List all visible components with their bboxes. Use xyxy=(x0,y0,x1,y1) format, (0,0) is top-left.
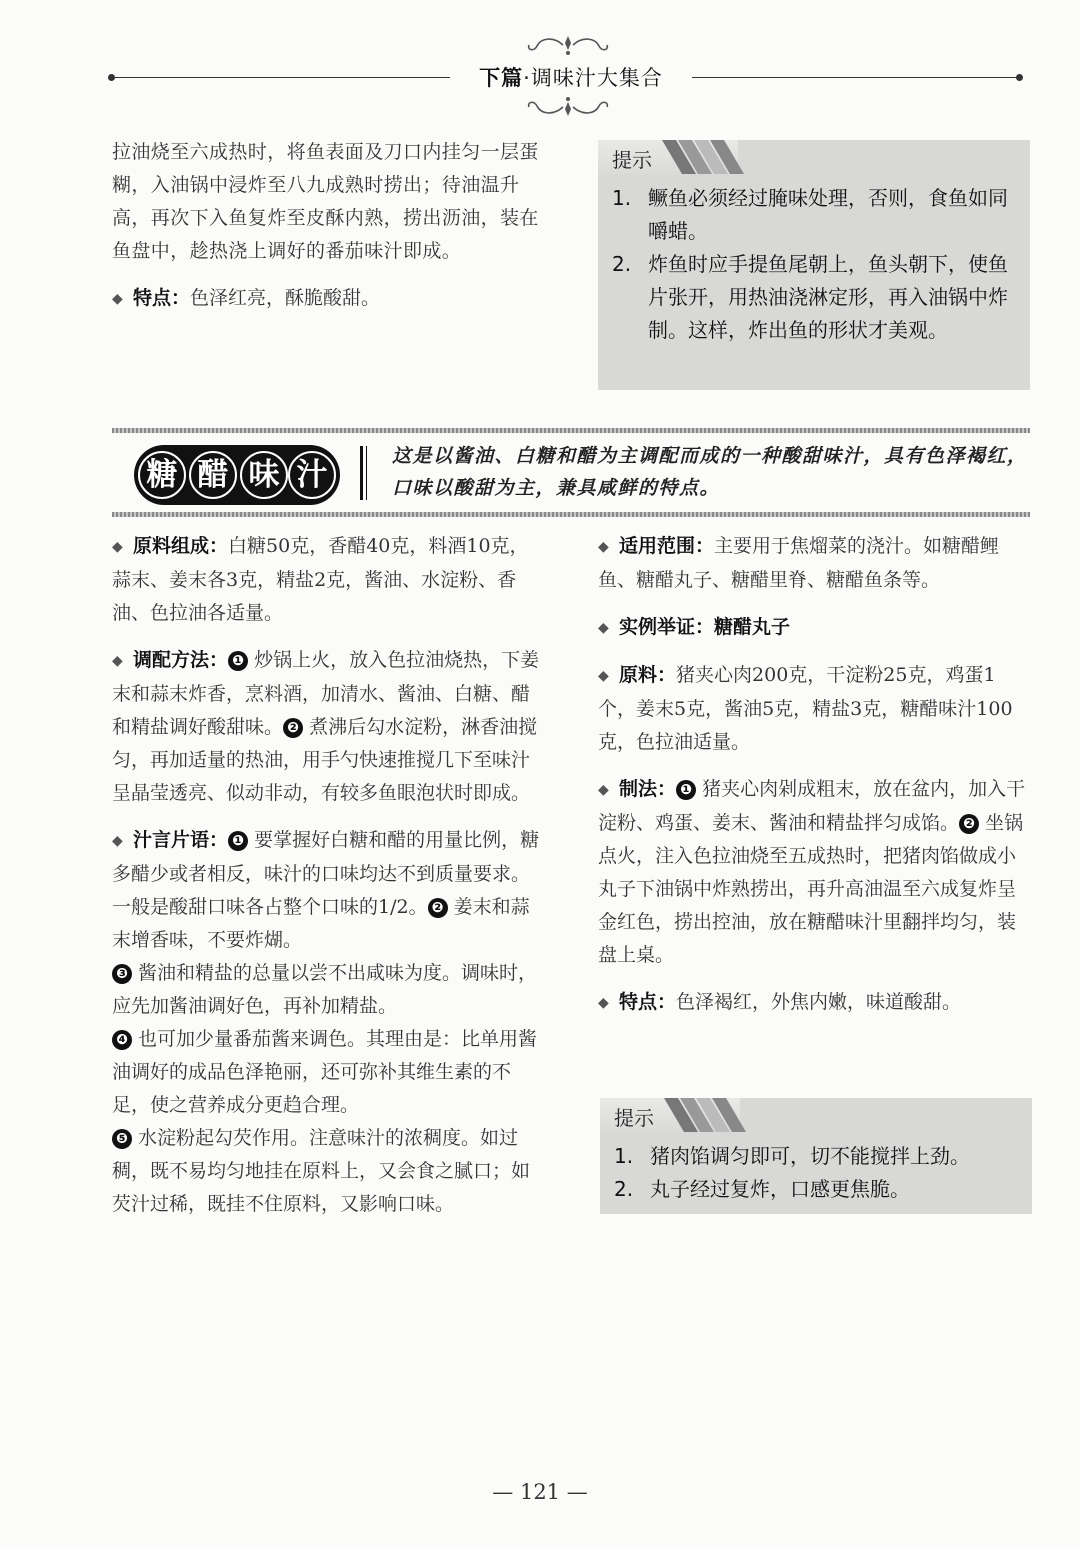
tips-step: 也可加少量番茄酱来调色。其理由是：比单用酱油调好的成品色泽艳丽，还可弥补其维生素的不足，使之营养成分更趋合理。 xyxy=(112,1028,538,1116)
example-label: 实例举证： xyxy=(619,616,715,638)
tip-box-1 xyxy=(598,140,1030,390)
header-separator: · xyxy=(523,66,531,90)
floral-ornament-icon xyxy=(525,34,611,56)
scope-label: 适用范围： xyxy=(619,535,715,557)
tip-1-item xyxy=(612,248,1020,347)
tip-title: 提示 xyxy=(614,1106,654,1130)
diamond-bullet-icon: ◆ xyxy=(598,668,609,684)
tip-item-text: 丸子经过复炸，口感更焦脆。 xyxy=(650,1177,910,1201)
diamond-bullet-icon: ◆ xyxy=(598,539,609,555)
tip-item-text: 炸鱼时应手提鱼尾朝上，鱼头朝下，使鱼片张开，用热油浇淋定形，再入油锅中炸制。这样，炸出鱼的形状才美观。 xyxy=(648,252,1008,342)
running-header xyxy=(456,62,686,92)
diamond-bullet-icon: ◆ xyxy=(112,291,123,307)
section-title-char: 汁 xyxy=(288,451,336,499)
left-column xyxy=(112,530,546,1221)
tip-2-list xyxy=(614,1140,1022,1206)
tip-item-text: 鳜鱼必须经过腌味处理，否则，食鱼如同嚼蜡。 xyxy=(648,186,1008,243)
section-description: 这是以酱油、白糖和醋为主调配而成的一种酸甜味汁，具有色泽褐红，口味以酸甜为主，兼具咸鲜的特点。 xyxy=(392,445,1028,499)
header-line-right xyxy=(692,77,1018,78)
feature-label: 特点： xyxy=(133,287,191,309)
step-number-icon: ❶ xyxy=(228,831,248,851)
step-number-icon: ❷ xyxy=(283,718,303,738)
previous-recipe-method xyxy=(112,136,544,316)
section-title xyxy=(134,445,340,505)
step-number-icon: ❷ xyxy=(428,898,448,918)
floral-ornament-bottom-icon xyxy=(525,96,611,118)
tip-stripes-icon xyxy=(662,140,746,174)
banner-rule-top xyxy=(112,428,1030,433)
tip-item-number: 2. xyxy=(614,1177,634,1201)
diamond-bullet-icon: ◆ xyxy=(598,620,609,636)
example-method-label: 制法： xyxy=(619,778,677,800)
tips-step: 要掌握好白糖和醋的用量比例，糖多醋少或者相反，味汁的口味均达不到质量要求。一般是酸甜口味各占整个口味的1/2。 xyxy=(112,829,540,918)
previous-feature xyxy=(112,282,544,316)
method-step: 煮沸后勾水淀粉，淋香油搅匀，再加适量的热油，用手勺快速推搅几下至味汁呈晶莹透亮、似动非动，有较多鱼眼泡状时即成。 xyxy=(112,716,538,804)
example-ingredients-text: 猪夹心肉200克，干淀粉25克，鸡蛋1个，姜末5克，酱油5克，精盐3克，糖醋味汁100克，色拉油适量。 xyxy=(598,664,1013,753)
section-title-char: 糖 xyxy=(138,451,186,499)
tips-step: 水淀粉起勾芡作用。注意味汁的浓稠度。如过稠，既不易均匀地挂在原料上，又会食之腻口；如芡汁过稀，既挂不住原料，又影响口味。 xyxy=(112,1127,531,1215)
tip-item-number: 1. xyxy=(612,186,632,210)
header-chapter: 调味汁大集合 xyxy=(530,66,663,90)
tips-step: 酱油和精盐的总量以尝不出咸味为度。调味时，应先加酱油调好色，再补加精盐。 xyxy=(112,962,538,1017)
banner-divider xyxy=(360,446,363,500)
diamond-bullet-icon: ◆ xyxy=(112,833,123,849)
tip-2-item xyxy=(614,1173,1022,1206)
example-ingredients-paragraph xyxy=(598,659,1032,759)
step-number-icon: ❷ xyxy=(959,814,979,834)
scope-paragraph xyxy=(598,530,1032,597)
example-paragraph xyxy=(598,611,1032,645)
banner-rule-bottom xyxy=(112,512,1030,517)
example-feature-label: 特点： xyxy=(619,991,677,1013)
step-number-icon: ❺ xyxy=(112,1129,132,1149)
step-number-icon: ❶ xyxy=(228,651,248,671)
example-method-paragraph xyxy=(598,773,1032,972)
tip-2-item xyxy=(614,1140,1022,1173)
example-ingredients-label: 原料： xyxy=(619,664,677,686)
ingredients-paragraph xyxy=(112,530,546,630)
header-line-right-dot xyxy=(1016,74,1023,81)
tip-1-item xyxy=(612,182,1020,248)
diamond-bullet-icon: ◆ xyxy=(112,539,123,555)
example-method-step: 猪夹心肉剁成粗末，放在盆内，加入干淀粉、鸡蛋、姜末、酱油和精盐拌匀成馅。 xyxy=(598,778,1026,834)
example-text: 糖醋丸子 xyxy=(714,616,791,638)
tip-item-text: 猪肉馅调匀即可，切不能搅拌上劲。 xyxy=(650,1144,970,1168)
tip-title: 提示 xyxy=(612,148,652,172)
example-feature-paragraph xyxy=(598,986,1032,1020)
scope-text: 主要用于焦熘菜的浇汁。如糖醋鲤鱼、糖醋丸子、糖醋里脊、糖醋鱼条等。 xyxy=(598,535,1000,591)
tip-item-number: 2. xyxy=(612,252,632,276)
step-number-icon: ❹ xyxy=(112,1030,132,1050)
tip-box-2 xyxy=(600,1098,1032,1214)
ingredients-text: 白糖50克，香醋40克，料酒10克，蒜末、姜末各3克，精盐2克，酱油、水淀粉、香油、色拉油各适量。 xyxy=(112,535,529,624)
section-title-char: 味 xyxy=(240,451,288,499)
method-paragraph xyxy=(112,644,546,810)
tips-label: 汁言片语： xyxy=(133,829,229,851)
tips-paragraph xyxy=(112,824,546,1221)
diamond-bullet-icon: ◆ xyxy=(598,995,609,1011)
step-number-icon: ❶ xyxy=(676,780,696,800)
step-number-icon: ❸ xyxy=(112,964,132,984)
header-part: 下篇 xyxy=(479,66,524,90)
feature-text: 色泽红亮，酥脆酸甜。 xyxy=(190,287,381,309)
tip-1-list xyxy=(612,182,1020,347)
ingredients-label: 原料组成： xyxy=(133,535,229,557)
diamond-bullet-icon: ◆ xyxy=(598,782,609,798)
right-column xyxy=(598,530,1032,1020)
tip-item-number: 1. xyxy=(614,1144,634,1168)
header-line-left xyxy=(112,77,450,78)
banner-divider-thin xyxy=(366,446,367,500)
tip-stripes-icon xyxy=(664,1098,748,1132)
section-title-char: 醋 xyxy=(189,451,237,499)
method-label: 调配方法： xyxy=(133,649,229,671)
tips-step: 姜末和蒜末增香味，不要炸煳。 xyxy=(112,896,530,951)
page-number: — 121 — xyxy=(492,1480,588,1504)
example-feature-text: 色泽褐红，外焦内嫩，味道酸甜。 xyxy=(676,991,962,1013)
diamond-bullet-icon: ◆ xyxy=(112,653,123,669)
example-method-step: 坐锅点火，注入色拉油烧至五成热时，把猪肉馅做成小丸子下油锅中炸熟捞出，再升高油温至六成复炸呈金红色，捞出控油，放在糖醋味汁里翻拌均匀，装盘上桌。 xyxy=(598,812,1024,966)
previous-method-text: 拉油烧至六成热时，将鱼表面及刀口内挂匀一层蛋糊，入油锅中浸炸至八九成熟时捞出；待油温升高，再次下入鱼复炸至皮酥内熟，捞出沥油，装在鱼盘中，趁热浇上调好的番茄味汁即成。 xyxy=(112,141,539,262)
method-step: 炒锅上火，放入色拉油烧热，下姜末和蒜末炸香，烹料酒，加清水、酱油、白糖、醋和精盐调好酸甜味。 xyxy=(112,649,540,738)
